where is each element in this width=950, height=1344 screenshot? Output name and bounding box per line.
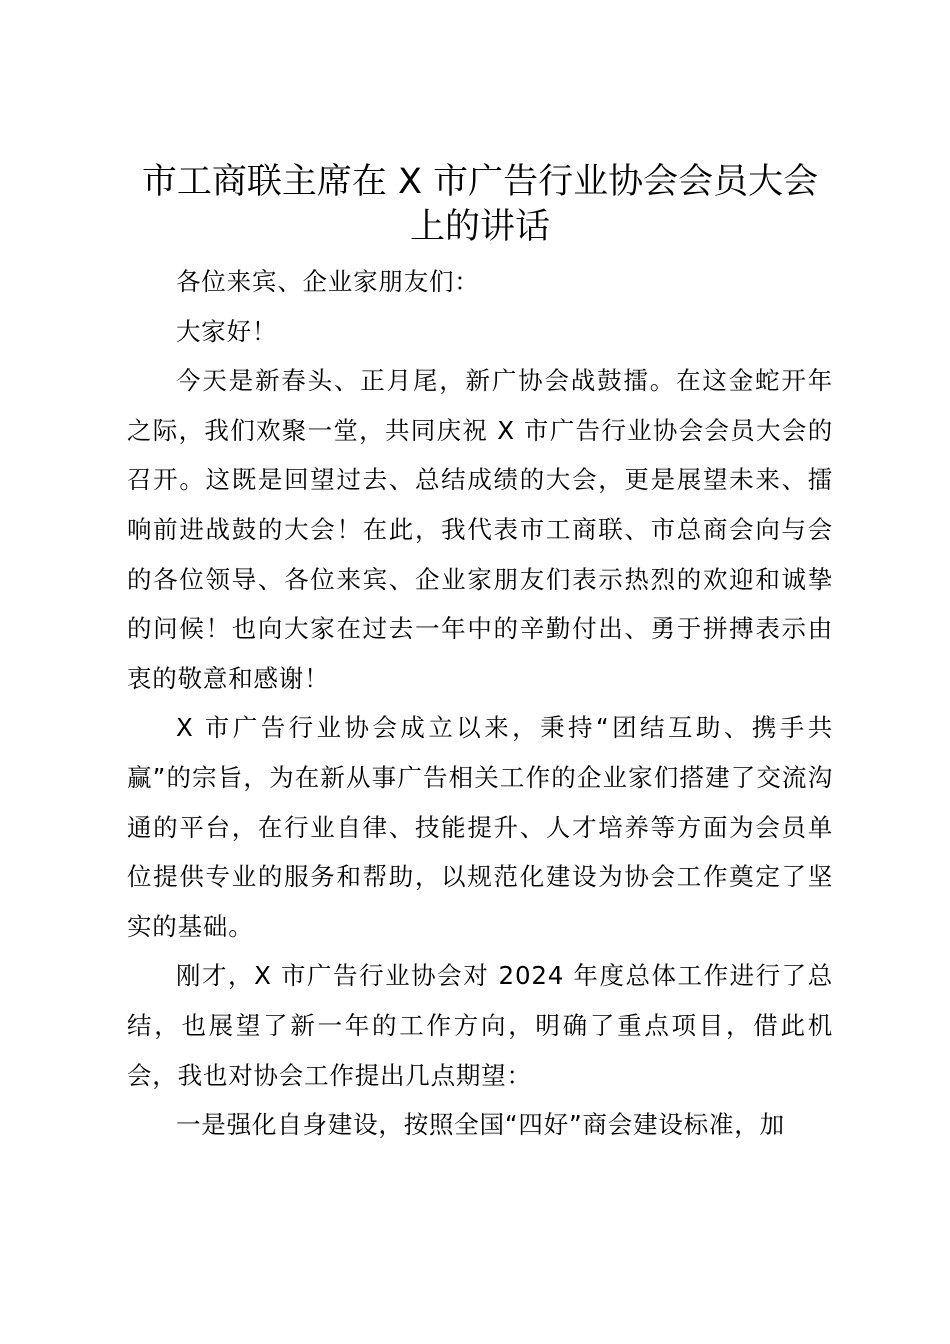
paragraph-first-point: 一是强化自身建设，按照全国“四好”商会建设标准，加 xyxy=(176,1110,785,1140)
paragraph-hello: 大家好！ xyxy=(176,316,278,346)
paragraph-greeting: 各位来宾、企业家朋友们： xyxy=(176,267,480,296)
paragraph-association: X 市广告行业协会成立以来，秉持“团结互助、携手共赢”的宗旨，为在新从事广告相关工作的企业家们搭建了交流沟通的平台，在行业自律、技能提升、人才培养等方面为会员单位提供专业的服务和帮助，以规范化建设为协会工作奠定了坚实的基础。 xyxy=(127,713,833,941)
paragraph-opening: 今天是新春头、正月尾，新广协会战鼓擂。在这金蛇开年之际，我们欢聚一堂，共同庆祝 X 市广告行业协会会员大会的召开。这既是回望过去、总结成绩的大会，更是展望未来、擂响前进战鼓的大会！在此，我代表市工商联、市总商会向与会的各位领导、各位来宾、企业家朋友们表示热烈的欢迎和诚挚的问候！也向大家在过去一年中的辛勤付出、勇于拼搏表示由衷的敬意和感谢！ xyxy=(127,366,833,693)
document-page xyxy=(127,160,833,1150)
document-body xyxy=(127,257,833,1150)
paragraph-summary: 刚才，X 市广告行业协会对 2024 年度总体工作进行了总结，也展望了新一年的工作方向，明确了重点项目，借此机会，我也对协会工作提出几点期望： xyxy=(127,961,833,1090)
document-title: 市工商联主席在 X 市广告行业协会会员大会上的讲话 xyxy=(141,162,819,247)
